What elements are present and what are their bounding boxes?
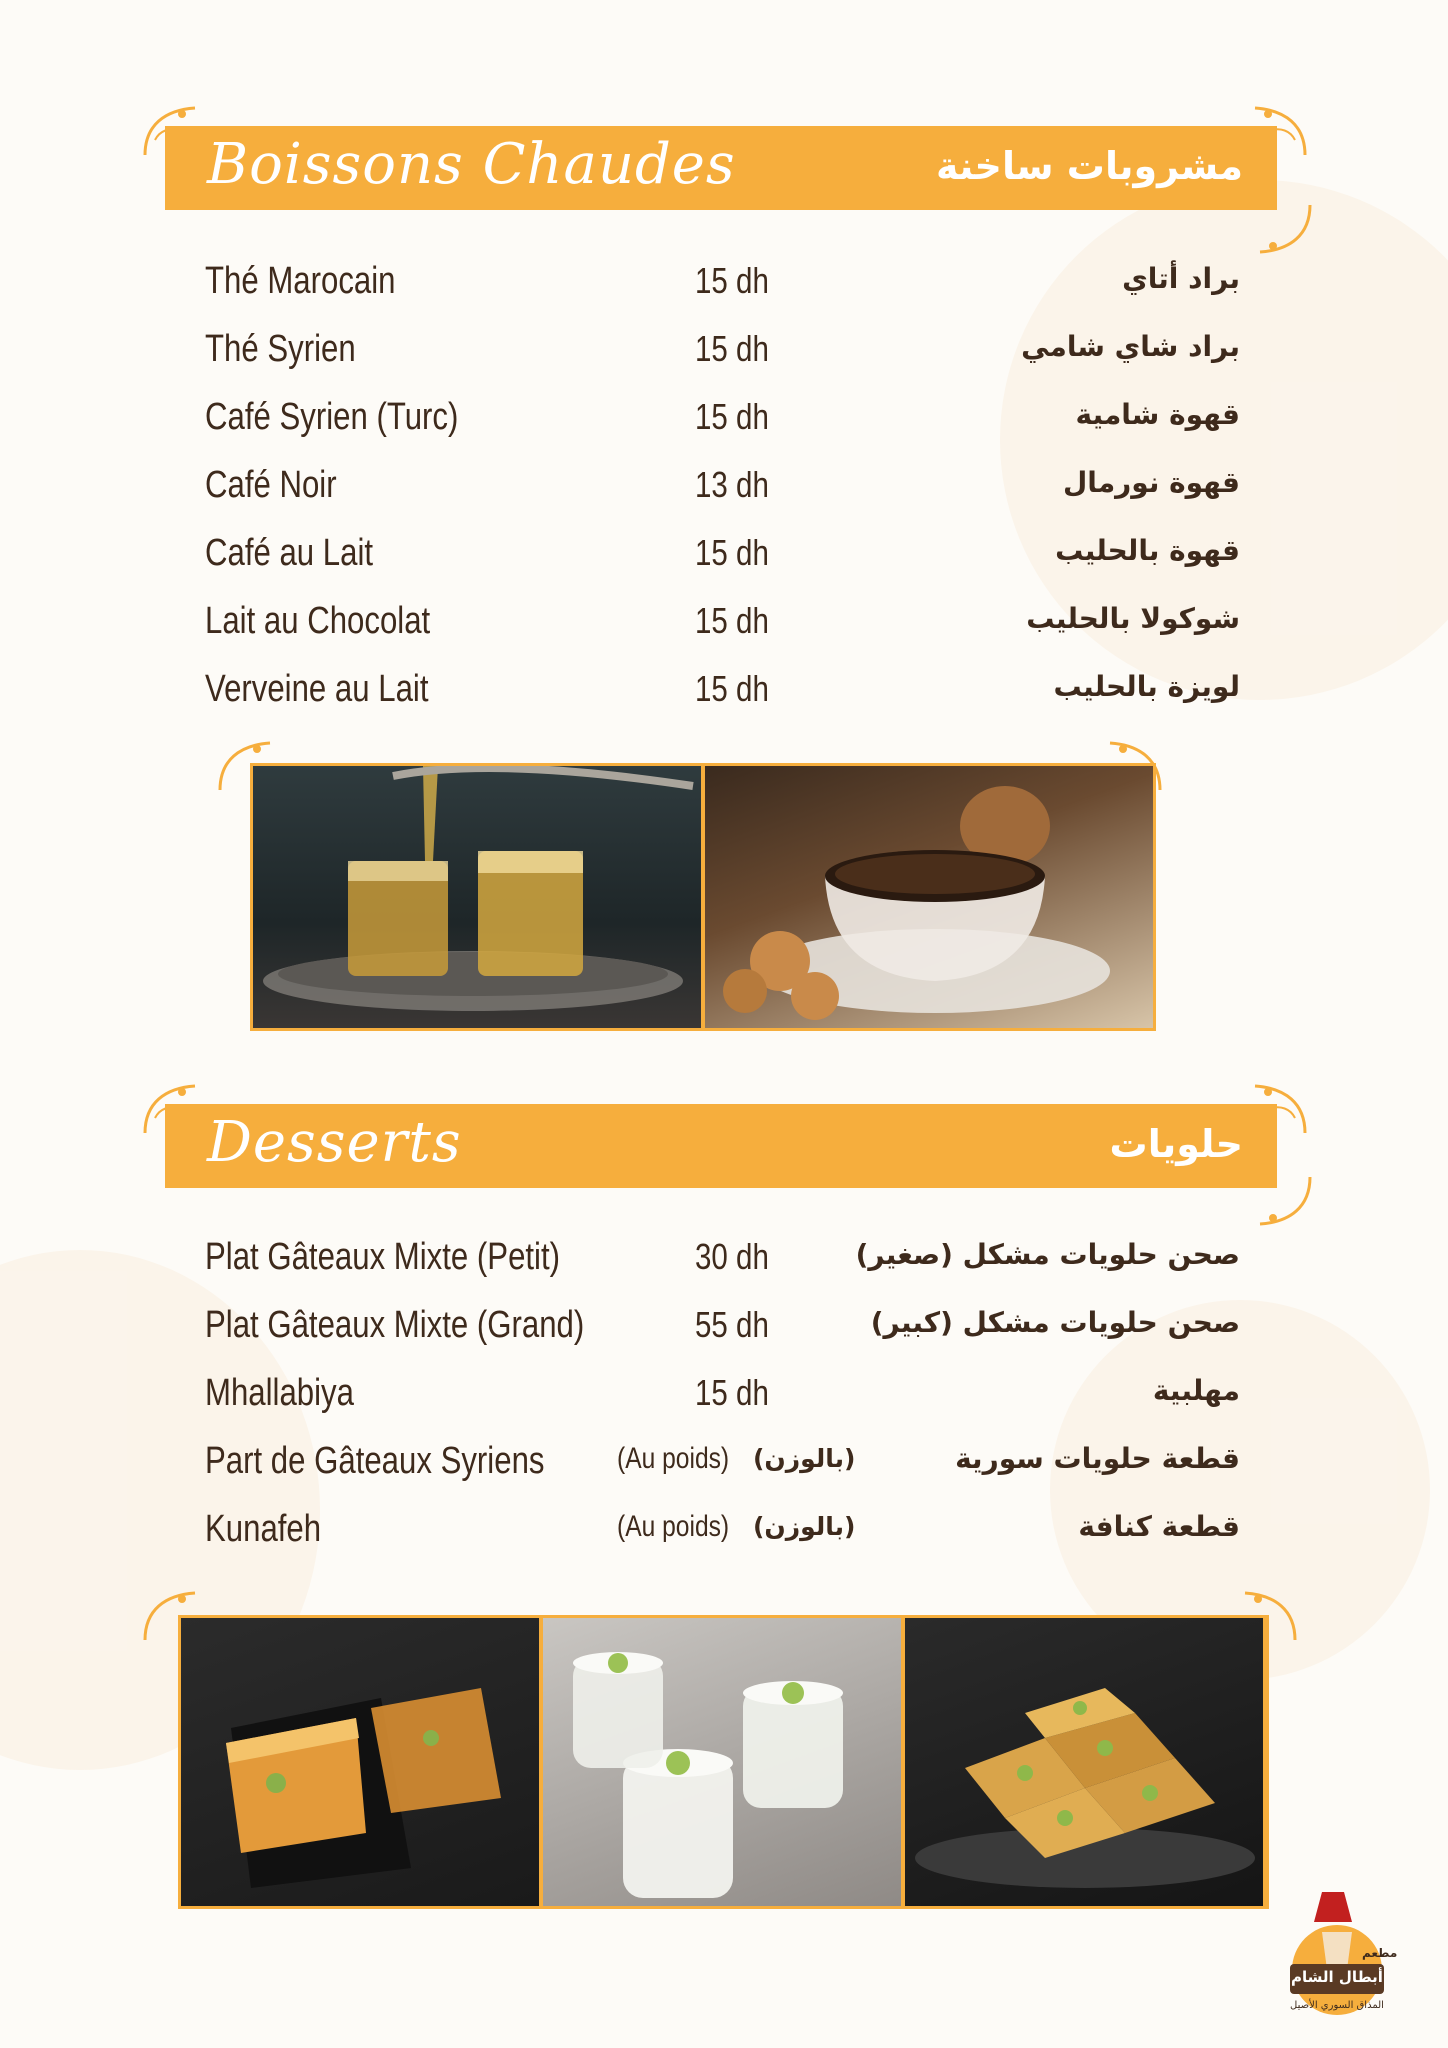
item-price: 55 dh [695, 1304, 769, 1345]
menu-item [205, 1296, 1240, 1364]
item-name-ar: مهلبية [1152, 1374, 1240, 1407]
desserts-photos [178, 1615, 1269, 1909]
menu-item [205, 252, 1240, 320]
item-price: 15 dh [695, 668, 769, 709]
item-name-fr: Thé Syrien [205, 328, 356, 370]
item-name-ar: براد أتاي [1122, 262, 1240, 295]
item-name-fr: Verveine au Lait [205, 668, 429, 710]
item-price: 15 dh [695, 260, 769, 301]
section-title-fr: Boissons Chaudes [207, 132, 736, 197]
logo-top-text: مطعم [1362, 1946, 1398, 1960]
item-name-ar: لويزة بالحليب [1053, 670, 1240, 703]
section-title-fr: Desserts [207, 1110, 462, 1175]
item-name-fr: Part de Gâteaux Syriens [205, 1440, 545, 1482]
section-header-desserts [165, 1104, 1277, 1188]
item-price: 15 dh [695, 600, 769, 641]
item-price: 13 dh [695, 464, 769, 505]
item-price-ar: (بالوزن) [753, 1444, 856, 1473]
item-price: 15 dh [695, 532, 769, 573]
item-price: 15 dh [695, 328, 769, 369]
menu-item [205, 1500, 1240, 1568]
item-name-fr: Café au Lait [205, 532, 374, 574]
item-price: 30 dh [695, 1236, 769, 1277]
hot-drinks-list [205, 252, 1240, 728]
menu-item [205, 1364, 1240, 1432]
item-price: 15 dh [695, 1372, 769, 1413]
menu-item [205, 320, 1240, 388]
logo-tagline: المذاق السوري الأصيل [1290, 2000, 1384, 2011]
item-name-fr: Café Syrien (Turc) [205, 396, 459, 438]
item-price: 15 dh [695, 396, 769, 437]
desserts-list [205, 1228, 1240, 1568]
menu-item [205, 388, 1240, 456]
moroccan-tea-photo [253, 766, 701, 1028]
item-name-ar: شوكولا بالحليب [1026, 602, 1240, 635]
item-name-ar: قهوة نورمال [1063, 466, 1240, 499]
menu-item [205, 660, 1240, 728]
item-name-ar: قهوة بالحليب [1055, 534, 1240, 567]
item-name-ar: قطعة كنافة [1078, 1510, 1240, 1543]
menu-item [205, 1228, 1240, 1296]
item-name-ar: قهوة شامية [1075, 398, 1240, 431]
menu-item [205, 592, 1240, 660]
section-title-ar: حلويات [1109, 1122, 1243, 1166]
menu-item [205, 456, 1240, 524]
kunafeh-photo [181, 1618, 539, 1906]
menu-item [205, 524, 1240, 592]
item-name-ar: صحن حلويات مشكل (صغير) [855, 1238, 1240, 1271]
item-price-ar: (بالوزن) [753, 1512, 856, 1541]
item-name-fr: Thé Marocain [205, 260, 396, 302]
coffee-cup-photo [705, 766, 1153, 1028]
item-name-ar: صحن حلويات مشكل (كبير) [870, 1306, 1240, 1339]
item-price-fr: (Au poids) [617, 1442, 730, 1475]
item-name-fr: Kunafeh [205, 1508, 322, 1550]
item-name-fr: Plat Gâteaux Mixte (Grand) [205, 1304, 585, 1346]
restaurant-logo [1272, 1892, 1402, 2022]
item-price-fr: (Au poids) [617, 1510, 730, 1543]
mhallabiya-photo [543, 1618, 901, 1906]
menu-item [205, 1432, 1240, 1500]
hot-drinks-photos [250, 763, 1156, 1031]
section-header-hot-drinks [165, 126, 1277, 210]
item-name-fr: Plat Gâteaux Mixte (Petit) [205, 1236, 561, 1278]
item-name-fr: Lait au Chocolat [205, 600, 431, 642]
logo-name: أبطال الشام [1291, 1968, 1383, 1986]
item-name-ar: براد شاي شامي [1021, 330, 1240, 363]
item-name-ar: قطعة حلويات سورية [955, 1442, 1240, 1475]
item-name-fr: Mhallabiya [205, 1372, 354, 1414]
item-name-fr: Café Noir [205, 464, 337, 506]
baklava-photo [905, 1618, 1263, 1906]
section-title-ar: مشروبات ساخنة [936, 144, 1243, 188]
